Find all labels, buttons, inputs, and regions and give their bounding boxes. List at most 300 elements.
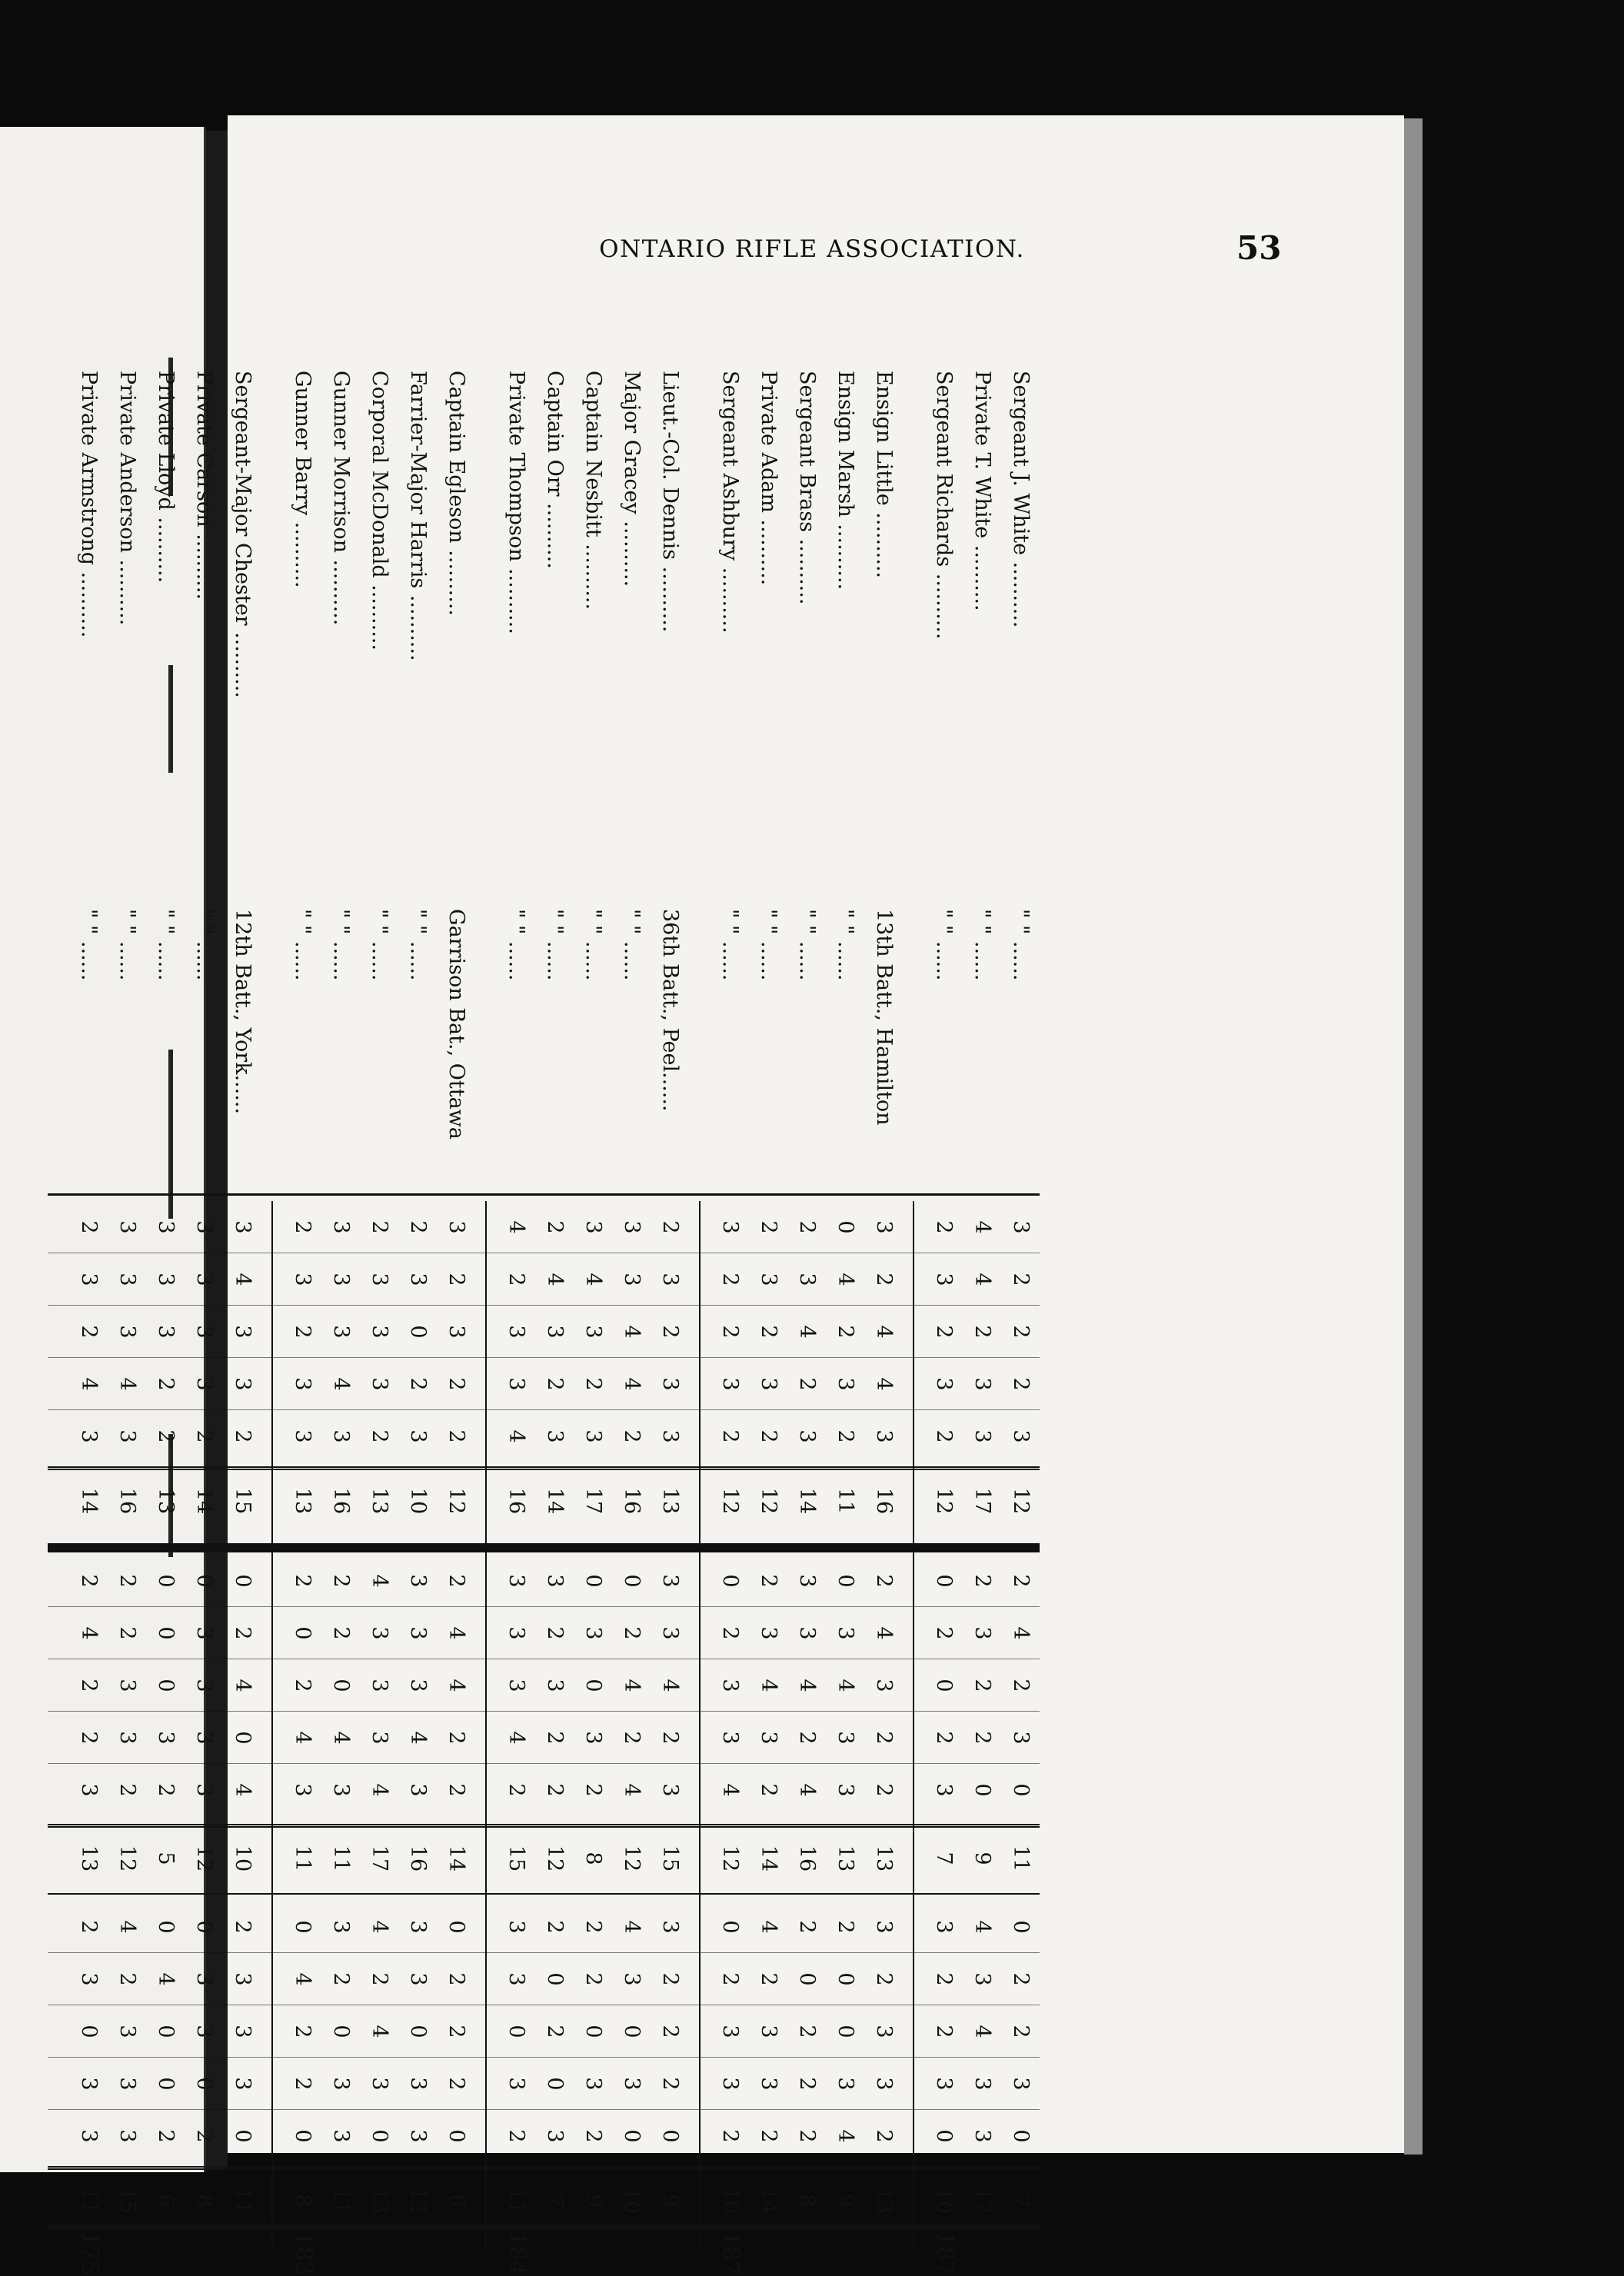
shot-score-600yd: 4 (115, 1920, 139, 1934)
shot-score-600yd: 2 (115, 1972, 139, 1986)
total-600yd: 7 (543, 2194, 567, 2208)
shot-score-400yd: 4 (834, 1679, 857, 1692)
shot-score-600yd: 2 (581, 1972, 605, 1986)
shot-score-200yd: 2 (932, 1429, 956, 1443)
corps-cell: " " ...... (543, 909, 567, 981)
corps-cell: " " ...... (115, 909, 139, 981)
shot-score-600yd: 0 (581, 2025, 605, 2038)
shooter-name: Major Gracey .......... (620, 371, 644, 587)
shot-score-200yd: 2 (834, 1429, 857, 1443)
shot-score-200yd: 2 (872, 1273, 896, 1286)
corps-cell: " " ...... (718, 909, 742, 981)
column-rule (48, 1824, 1040, 1825)
corps-cell: 13th Batt., Hamilton (872, 909, 896, 1126)
shot-score-600yd: 3 (872, 1920, 896, 1934)
corps-cell: " " ...... (620, 909, 644, 981)
shooter-name: Ensign Little .......... (872, 371, 896, 579)
shot-score-600yd: 3 (329, 2077, 353, 2091)
corps-cell: " " ...... (77, 909, 101, 981)
table-row (283, 355, 321, 2208)
column-rule (48, 2224, 1040, 2230)
total-400yd: 17 (368, 1845, 391, 1872)
shooter-name: Private Adam .......... (757, 371, 780, 586)
shot-score-600yd: 0 (543, 1972, 567, 1986)
total-200yd: 12 (444, 1487, 468, 1515)
total-600yd: 9 (581, 2194, 605, 2208)
shot-score-200yd: 3 (932, 1377, 956, 1391)
shot-score-400yd: 0 (581, 1574, 605, 1588)
shot-score-200yd: 4 (543, 1273, 567, 1286)
shot-score-200yd: 2 (444, 1273, 468, 1286)
shot-score-200yd: 3 (1009, 1220, 1033, 1234)
shot-score-400yd: 0 (154, 1574, 178, 1588)
shot-score-400yd: 4 (231, 1679, 255, 1692)
total-600yd: 13 (368, 2187, 391, 2214)
shot-score-600yd: 3 (231, 1972, 255, 1986)
column-rule (48, 1543, 1040, 1552)
shot-score-200yd: 3 (291, 1377, 314, 1391)
shot-score-200yd: 3 (329, 1220, 353, 1234)
table-row (146, 355, 185, 2208)
total-200yd: 16 (504, 1487, 528, 1515)
shot-score-200yd: 2 (1009, 1273, 1033, 1286)
shot-column-rule (48, 1606, 1040, 1607)
shot-score-400yd: 4 (368, 1574, 391, 1588)
shot-score-200yd: 3 (291, 1273, 314, 1286)
total-600yd: 17 (970, 2187, 994, 2214)
shot-score-200yd: 3 (658, 1273, 682, 1286)
shot-score-200yd: 3 (192, 1325, 216, 1339)
shot-score-600yd: 4 (291, 1972, 314, 1986)
shot-score-600yd: 0 (932, 2129, 956, 2143)
shot-score-400yd: 3 (504, 1626, 528, 1640)
shot-score-400yd: 0 (192, 1574, 216, 1588)
shot-score-200yd: 2 (231, 1429, 255, 1443)
shot-score-400yd: 2 (932, 1731, 956, 1745)
column-rule (48, 1893, 1040, 1895)
shot-score-200yd: 3 (368, 1325, 391, 1339)
shot-score-400yd: 3 (406, 1783, 430, 1797)
shot-score-400yd: 2 (329, 1626, 353, 1640)
total-200yd: 16 (329, 1487, 353, 1515)
shot-score-200yd: 2 (406, 1377, 430, 1391)
table-row (185, 355, 223, 2208)
shot-score-200yd: 2 (77, 1325, 101, 1339)
shooter-name: Captain Orr .......... (543, 371, 567, 569)
total-600yd: 12 (406, 2187, 430, 2214)
shot-score-600yd: 3 (932, 2077, 956, 2091)
shot-score-400yd: 2 (444, 1783, 468, 1797)
shot-score-200yd: 2 (718, 1325, 742, 1339)
shot-score-400yd: 2 (543, 1731, 567, 1745)
shot-column-rule (48, 1711, 1040, 1712)
column-rule (48, 1193, 1040, 1196)
shot-score-600yd: 3 (581, 2077, 605, 2091)
shot-score-600yd: 2 (872, 1972, 896, 1986)
table-row (360, 355, 398, 2214)
total-200yd: 12 (718, 1487, 742, 1515)
total-400yd: 11 (291, 1845, 314, 1872)
score-table (76, 355, 1040, 2276)
shot-score-400yd: 4 (620, 1783, 644, 1797)
total-600yd: 11 (504, 2187, 528, 2214)
shooter-name: Captain Egleson .......... (444, 371, 468, 617)
total-600yd: 15 (115, 2187, 139, 2214)
table-row (535, 355, 574, 2208)
shot-score-400yd: 2 (718, 1626, 742, 1640)
total-200yd: 13 (291, 1487, 314, 1515)
shooter-name: Farrier-Major Harris .......... (406, 371, 430, 661)
shot-score-200yd: 3 (970, 1429, 994, 1443)
table-row (710, 355, 749, 2214)
shot-score-400yd: 3 (834, 1783, 857, 1797)
shot-score-200yd: 3 (757, 1273, 780, 1286)
shot-score-400yd: 3 (77, 1783, 101, 1797)
total-200yd: 13 (368, 1487, 391, 1515)
shot-score-200yd: 3 (658, 1377, 682, 1391)
shot-score-200yd: 3 (192, 1273, 216, 1286)
total-600yd: 7 (1009, 2194, 1033, 2208)
shot-score-600yd: 0 (795, 1972, 819, 1986)
shot-score-400yd: 3 (1009, 1731, 1033, 1745)
shot-score-400yd: 2 (872, 1731, 896, 1745)
corps-cell: " " ...... (406, 909, 430, 981)
shot-score-200yd: 2 (932, 1220, 956, 1234)
shot-score-600yd: 2 (77, 1920, 101, 1934)
corps-cell: " " ...... (581, 909, 605, 981)
shot-score-600yd: 0 (154, 2077, 178, 2091)
shot-score-200yd: 4 (504, 1220, 528, 1234)
team-total: 183 (290, 2231, 317, 2276)
shot-score-600yd: 3 (77, 1972, 101, 1986)
shot-score-400yd: 3 (406, 1626, 430, 1640)
shot-score-200yd: 3 (368, 1377, 391, 1391)
shot-score-400yd: 2 (291, 1679, 314, 1692)
shot-score-600yd: 2 (154, 2129, 178, 2143)
total-600yd: 14 (757, 2187, 780, 2214)
shot-score-600yd: 0 (1009, 2129, 1033, 2143)
shot-score-200yd: 3 (658, 1429, 682, 1443)
total-400yd: 15 (504, 1845, 528, 1872)
shot-score-200yd: 3 (291, 1429, 314, 1443)
shot-score-200yd: 4 (970, 1220, 994, 1234)
shot-score-200yd: 2 (620, 1429, 644, 1443)
shooter-name: Sergeant Brass .......... (795, 371, 819, 605)
total-400yd: 14 (444, 1845, 468, 1872)
shot-score-600yd: 3 (620, 2077, 644, 2091)
shot-score-200yd: 3 (718, 1220, 742, 1234)
shot-score-400yd: 2 (77, 1679, 101, 1692)
shot-score-400yd: 2 (444, 1574, 468, 1588)
table-row (749, 355, 787, 2214)
shot-score-600yd: 0 (658, 2129, 682, 2143)
shot-score-400yd: 4 (444, 1679, 468, 1692)
column-rule (48, 2168, 1040, 2170)
shot-score-400yd: 0 (581, 1679, 605, 1692)
shot-score-600yd: 2 (834, 1920, 857, 1934)
shot-column-rule (48, 1952, 1040, 1953)
shooter-name: Private Armstrong .......... (77, 371, 101, 638)
shot-score-600yd: 0 (543, 2077, 567, 2091)
total-200yd: 16 (620, 1487, 644, 1515)
shot-score-600yd: 2 (795, 2025, 819, 2038)
shooter-name: Private T. White .......... (970, 371, 994, 611)
shot-column-rule (48, 1357, 1040, 1358)
shot-score-200yd: 2 (1009, 1377, 1033, 1391)
shot-score-600yd: 3 (757, 2025, 780, 2038)
shot-score-200yd: 4 (115, 1377, 139, 1391)
shot-score-400yd: 3 (970, 1626, 994, 1640)
shooter-name: Sergeant Richards .......... (932, 371, 956, 640)
shot-score-200yd: 3 (406, 1273, 430, 1286)
shot-score-600yd: 2 (444, 2077, 468, 2091)
shot-score-600yd: 4 (620, 1920, 644, 1934)
shooter-name: Sergeant Ashbury .......... (718, 371, 742, 634)
shot-score-400yd: 3 (581, 1626, 605, 1640)
shooter-name: Lieut.-Col. Dennis .......... (658, 371, 682, 633)
shot-score-600yd: 3 (658, 1920, 682, 1934)
shot-score-600yd: 2 (795, 1920, 819, 1934)
shot-score-400yd: 3 (718, 1731, 742, 1745)
table-row (924, 355, 963, 2214)
total-600yd: 11 (329, 2187, 353, 2214)
shot-score-600yd: 0 (834, 2025, 857, 2038)
total-400yd: 12 (718, 1845, 742, 1872)
shot-score-600yd: 3 (77, 2129, 101, 2143)
total-200yd: 13 (658, 1487, 682, 1515)
column-rule (48, 1826, 1040, 1828)
shot-score-600yd: 4 (368, 1920, 391, 1934)
shot-score-400yd: 0 (718, 1574, 742, 1588)
shot-score-200yd: 2 (406, 1220, 430, 1234)
table-row (963, 355, 1001, 2214)
shot-score-600yd: 2 (658, 2025, 682, 2038)
shot-score-400yd: 0 (932, 1574, 956, 1588)
shot-score-400yd: 2 (231, 1626, 255, 1640)
shot-score-400yd: 2 (115, 1783, 139, 1797)
shot-score-600yd: 0 (154, 2025, 178, 2038)
total-600yd: 8 (795, 2194, 819, 2208)
shot-score-600yd: 2 (543, 2025, 567, 2038)
shot-score-400yd: 0 (1009, 1783, 1033, 1797)
shot-score-200yd: 3 (406, 1429, 430, 1443)
shot-column-rule (48, 1305, 1040, 1306)
shot-score-200yd: 4 (795, 1325, 819, 1339)
shot-score-400yd: 4 (406, 1731, 430, 1745)
shot-score-200yd: 3 (77, 1429, 101, 1443)
shot-score-400yd: 2 (872, 1574, 896, 1588)
shot-score-200yd: 2 (368, 1220, 391, 1234)
shooter-name: Sergeant-Major Chester .......... (231, 371, 255, 698)
shot-score-400yd: 2 (658, 1731, 682, 1745)
shot-score-600yd: 0 (192, 1920, 216, 1934)
shot-score-600yd: 3 (834, 2077, 857, 2091)
corps-cell: " " ...... (192, 909, 216, 981)
shot-score-200yd: 2 (757, 1325, 780, 1339)
shot-score-200yd: 3 (329, 1429, 353, 1443)
shot-score-600yd: 4 (757, 1920, 780, 1934)
shot-score-400yd: 2 (115, 1626, 139, 1640)
total-400yd: 13 (872, 1845, 896, 1872)
shot-score-200yd: 3 (834, 1377, 857, 1391)
table-row (108, 355, 146, 2214)
corps-cell: " " ...... (932, 909, 956, 981)
shot-score-200yd: 3 (77, 1273, 101, 1286)
shot-score-200yd: 0 (406, 1325, 430, 1339)
shot-score-200yd: 3 (620, 1220, 644, 1234)
shot-score-200yd: 4 (504, 1429, 528, 1443)
shot-score-400yd: 2 (581, 1783, 605, 1797)
shot-score-400yd: 3 (795, 1574, 819, 1588)
shot-score-400yd: 3 (504, 1574, 528, 1588)
corps-cell: 12th Batt., York...... (231, 909, 255, 1115)
shot-score-400yd: 3 (192, 1731, 216, 1745)
shot-score-200yd: 3 (504, 1377, 528, 1391)
shot-score-200yd: 3 (581, 1325, 605, 1339)
shot-score-600yd: 0 (620, 2025, 644, 2038)
total-200yd: 14 (77, 1487, 101, 1515)
corps-cell: Garrison Bat., Ottawa (444, 909, 468, 1140)
corps-cell: " " ...... (368, 909, 391, 981)
column-rule (48, 1469, 1040, 1470)
shot-score-400yd: 3 (543, 1679, 567, 1692)
shot-score-400yd: 3 (192, 1679, 216, 1692)
shot-score-600yd: 2 (795, 2077, 819, 2091)
shot-score-200yd: 3 (718, 1377, 742, 1391)
shot-score-400yd: 2 (329, 1574, 353, 1588)
shot-score-200yd: 2 (154, 1377, 178, 1391)
shot-score-400yd: 0 (932, 1679, 956, 1692)
corps-cell: " " ...... (757, 909, 780, 981)
shot-score-200yd: 4 (620, 1325, 644, 1339)
table-row (864, 355, 903, 2214)
shot-score-600yd: 2 (444, 2025, 468, 2038)
total-400yd: 7 (932, 1852, 956, 1865)
shot-score-600yd: 3 (504, 1972, 528, 1986)
shot-score-600yd: 3 (757, 2077, 780, 2091)
shot-score-600yd: 3 (192, 2025, 216, 2038)
corps-cell: " " ...... (154, 909, 178, 981)
shot-score-400yd: 3 (368, 1626, 391, 1640)
shot-score-200yd: 2 (757, 1429, 780, 1443)
shot-score-400yd: 4 (1009, 1626, 1033, 1640)
table-row (69, 355, 108, 2214)
total-400yd: 8 (581, 1852, 605, 1865)
shot-score-400yd: 2 (970, 1731, 994, 1745)
shot-score-400yd: 4 (368, 1783, 391, 1797)
shot-score-200yd: 3 (231, 1220, 255, 1234)
shot-score-400yd: 0 (291, 1626, 314, 1640)
shot-score-200yd: 3 (932, 1273, 956, 1286)
shot-score-600yd: 3 (718, 2077, 742, 2091)
shot-score-600yd: 4 (834, 2129, 857, 2143)
shot-score-600yd: 2 (581, 1920, 605, 1934)
total-200yd: 12 (757, 1487, 780, 1515)
shot-score-200yd: 3 (231, 1325, 255, 1339)
shot-score-600yd: 2 (368, 1972, 391, 1986)
column-rule (48, 1466, 1040, 1468)
shot-score-200yd: 2 (192, 1429, 216, 1443)
shot-score-200yd: 3 (795, 1273, 819, 1286)
shot-score-200yd: 3 (757, 1377, 780, 1391)
shot-score-600yd: 0 (192, 2077, 216, 2091)
shot-score-400yd: 4 (718, 1783, 742, 1797)
shot-score-600yd: 0 (368, 2129, 391, 2143)
shot-score-400yd: 4 (444, 1626, 468, 1640)
shot-score-400yd: 3 (795, 1626, 819, 1640)
shot-score-600yd: 4 (154, 1972, 178, 1986)
shot-score-600yd: 3 (406, 1920, 430, 1934)
shot-score-400yd: 2 (115, 1574, 139, 1588)
total-200yd: 10 (406, 1487, 430, 1515)
shot-score-600yd: 3 (970, 2129, 994, 2143)
shot-score-200yd: 2 (718, 1273, 742, 1286)
table-row (612, 355, 651, 2214)
team-total: 187 (717, 2231, 744, 2276)
shot-score-200yd: 2 (1009, 1325, 1033, 1339)
shot-score-200yd: 3 (970, 1377, 994, 1391)
shot-score-400yd: 3 (504, 1679, 528, 1692)
shot-score-600yd: 2 (932, 1972, 956, 1986)
shot-score-600yd: 0 (406, 2025, 430, 2038)
shot-score-200yd: 4 (329, 1377, 353, 1391)
shot-score-400yd: 4 (231, 1783, 255, 1797)
shot-column-rule (48, 1409, 1040, 1410)
shot-score-200yd: 3 (543, 1429, 567, 1443)
shot-score-400yd: 2 (1009, 1574, 1033, 1588)
shot-score-600yd: 2 (543, 1920, 567, 1934)
shot-score-600yd: 3 (231, 2025, 255, 2038)
shot-score-400yd: 3 (658, 1626, 682, 1640)
total-200yd: 12 (932, 1487, 956, 1515)
shot-score-600yd: 0 (834, 1972, 857, 1986)
shot-score-600yd: 2 (291, 2077, 314, 2091)
shot-score-400yd: 3 (757, 1626, 780, 1640)
total-600yd: 10 (932, 2187, 956, 2214)
shot-score-600yd: 4 (368, 2025, 391, 2038)
shot-score-600yd: 2 (658, 2077, 682, 2091)
shot-score-600yd: 2 (872, 2129, 896, 2143)
shot-score-400yd: 3 (368, 1731, 391, 1745)
shot-score-400yd: 3 (406, 1679, 430, 1692)
shot-score-200yd: 2 (444, 1429, 468, 1443)
total-600yd: 13 (872, 2187, 896, 2214)
shot-score-200yd: 4 (834, 1273, 857, 1286)
shot-score-200yd: 2 (795, 1377, 819, 1391)
corps-cell: 36th Batt., Peel...... (658, 909, 682, 1112)
shot-score-400yd: 0 (620, 1574, 644, 1588)
shot-score-400yd: 2 (795, 1731, 819, 1745)
total-600yd: 9 (658, 2194, 682, 2208)
shot-score-200yd: 3 (192, 1377, 216, 1391)
total-400yd: 12 (543, 1845, 567, 1872)
shot-score-600yd: 3 (970, 2077, 994, 2091)
shot-score-600yd: 3 (329, 2129, 353, 2143)
shot-score-400yd: 2 (444, 1731, 468, 1745)
shooter-name: Private Anderson .......... (115, 371, 139, 626)
shot-score-600yd: 2 (1009, 2025, 1033, 2038)
shot-score-200yd: 3 (115, 1273, 139, 1286)
shot-score-400yd: 3 (192, 1626, 216, 1640)
shot-score-600yd: 0 (444, 1920, 468, 1934)
total-400yd: 12 (192, 1845, 216, 1872)
shot-score-600yd: 0 (1009, 1920, 1033, 1934)
shot-score-400yd: 2 (504, 1783, 528, 1797)
table-row (437, 355, 475, 2208)
total-400yd: 13 (77, 1845, 101, 1872)
shot-score-400yd: 0 (154, 1626, 178, 1640)
shot-score-600yd: 2 (718, 2129, 742, 2143)
